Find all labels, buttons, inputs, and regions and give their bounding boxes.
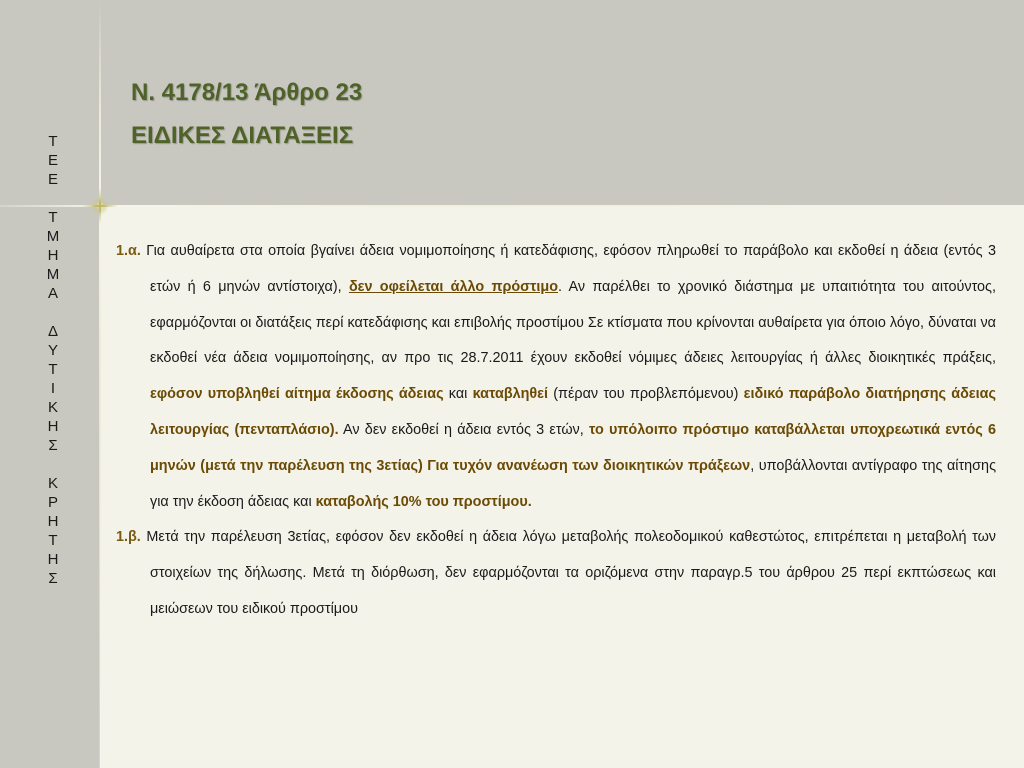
emphasis-segment: δεν οφείλεται άλλο πρόστιμο (348, 278, 559, 295)
text-segment: Αν δεν εκδοθεί η άδεια εντός 3 ετών, (338, 421, 589, 438)
vertical-letter: Σ (48, 437, 58, 454)
vertical-letter: Τ (48, 532, 58, 549)
vertical-letter: Ι (50, 380, 56, 397)
vertical-letter: Τ (48, 361, 58, 378)
department-vertical-label (36, 132, 70, 588)
vertical-letter: Μ (46, 228, 60, 245)
vertical-spacer (36, 455, 70, 474)
paragraph (116, 520, 996, 627)
vertical-letter: Δ (47, 323, 59, 340)
vertical-letter: Μ (46, 266, 60, 283)
vertical-letter: Ε (47, 171, 58, 188)
emphasis-segment: το υπόλοιπο πρόστιμο καταβάλλεται υποχρεωτικά εντός 6 μηνών (μετά την παρέλευση της 3ετίας) Για τυχόν ανανέωση των διοικητικών πράξεων (150, 421, 996, 474)
page-subtitle: ΕΙΔΙΚΕΣ ΔΙΑΤΑΞΕΙΣ (131, 122, 354, 149)
paragraph (116, 234, 996, 520)
vertical-spacer (36, 189, 70, 208)
vertical-letter: Ρ (47, 494, 58, 511)
emphasis-segment: καταβληθεί (472, 386, 549, 403)
vertical-letter: Σ (48, 570, 58, 587)
vertical-letter: Η (47, 418, 59, 435)
horizontal-divider (0, 205, 1024, 207)
body-text (116, 234, 996, 628)
text-segment: . Αν παρέλθει το χρονικό διάστημα με υπαιτιότητα του αιτούντος, εφαρμόζονται οι διατάξεις περί κατεδάφισης και επιβολής προστίμου Σε κτίσματα που κρίνονται αυθαίρετα για όποιο λόγο, δύναται να εκδοθεί νέα άδεια νομιμοποίησης, αν προ τις 28.7.2011 έχουν εκδοθεί νόμιμες άδειες λειτουργίας ή άλλες διοικητικές πράξεις, (150, 278, 996, 367)
page-title: Ν. 4178/13 Άρθρο 23 (131, 79, 363, 106)
vertical-letter: Η (47, 513, 59, 530)
vertical-letter: Ε (47, 152, 58, 169)
text-segment: Για αυθαίρετα στα οποία βγαίνει άδεια νομιμοποίησης ή κατεδάφισης, εφόσον πληρωθεί το παράβολο και εκδοθεί η άδεια (εντός 3 ετών ή 6 μηνών αντίστοιχα), (140, 243, 996, 295)
emphasis-segment: εφόσον υποβληθεί αίτημα έκδοσης άδειας (150, 386, 444, 403)
sparkle-icon (80, 186, 120, 226)
vertical-letter: Α (47, 285, 58, 302)
emphasis-segment: καταβολής 10% του προστίμου. (315, 493, 532, 510)
emphasis-segment: ειδικό παράβολο διατήρησης άδειας λειτουργίας (πενταπλάσιο). (150, 386, 996, 438)
text-segment: (πέραν του προβλεπόμενου) (548, 386, 744, 403)
text-segment: και (443, 386, 473, 403)
vertical-letter: Τ (48, 133, 58, 150)
vertical-letter: Τ (48, 209, 58, 226)
vertical-spacer (36, 303, 70, 322)
vertical-letter: Κ (47, 399, 58, 416)
vertical-letter: Κ (47, 475, 58, 492)
paragraph-number: 1.β. (116, 529, 141, 546)
text-segment: Μετά την παρέλευση 3ετίας, εφόσον δεν εκδοθεί η άδεια λόγω μεταβολής πολεοδομικού καθεστώτος, επιτρέπεται η μεταβολή των στοιχείων της δήλωσης. Μετά τη διόρθωση, δεν εφαρμόζονται τα οριζόμενα στην παραγρ.5 του άρθρου 25 περί εκπτώσεως και μειώσεων του ειδικού προστίμου (140, 529, 996, 617)
paragraph-number: 1.α. (116, 243, 141, 259)
vertical-letter: Η (47, 247, 59, 264)
vertical-letter: Υ (47, 342, 58, 359)
vertical-divider (99, 0, 101, 768)
vertical-letter: Η (47, 551, 59, 568)
text-segment: , υποβάλλονται αντίγραφο της αίτησης για την έκδοση άδειας και (150, 457, 996, 510)
